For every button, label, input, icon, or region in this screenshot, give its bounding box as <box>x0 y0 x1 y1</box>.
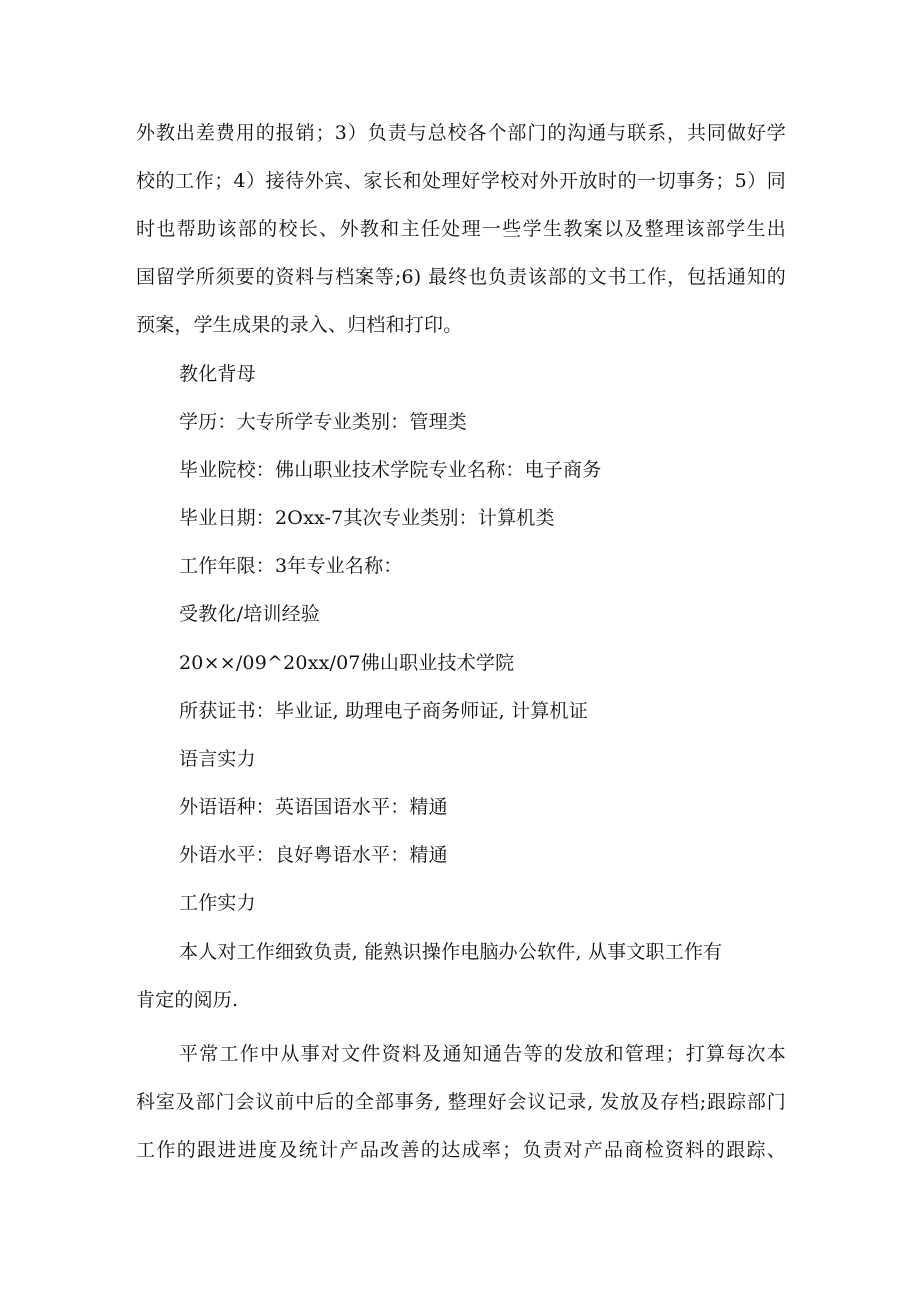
certificates: 所获证书：毕业证, 助理电子商务师证, 计算机证 <box>179 700 588 722</box>
education-degree: 学历：大专所学专业类别：管理类 <box>179 411 468 433</box>
section-heading-work: 工作实力 <box>179 892 256 914</box>
education-school: 毕业院校：佛山职业技术学院专业名称：电子商务 <box>179 459 602 481</box>
paragraph-line: 国留学所须要的资料与档案等;6) 最终也负责该部的文书工作，包括通知的 <box>136 266 786 288</box>
section-heading-language: 语言实力 <box>179 748 256 770</box>
work-years: 工作年限：3年专业名称： <box>179 555 403 577</box>
paragraph-line: 平常工作中从事对文件资料及通知通告等的发放和管理；打算每次本 <box>179 1043 786 1065</box>
language-foreign: 外语语种：英语国语水平：精通 <box>179 796 448 818</box>
paragraph-line: 工作的跟进进度及统计产品改善的达成率；负责对产品商检资料的跟踪、 <box>136 1139 786 1161</box>
paragraph-line: 科室及部门会议前中后的全部事务, 整理好会议记录, 发放及存档;跟踪部门 <box>136 1091 786 1113</box>
section-heading-training: 受教化/培训经验 <box>179 603 321 625</box>
section-heading-education: 教化背母 <box>179 363 256 385</box>
paragraph-line: 肯定的阅历. <box>136 989 239 1011</box>
paragraph-line: 本人对工作细致负责, 能熟识操作电脑办公软件, 从事文职工作有 <box>179 941 723 963</box>
education-graduation-date: 毕业日期：2Oxx-7其次专业类别：计算机类 <box>179 507 555 529</box>
paragraph-line: 校的工作；4）接待外宾、家长和处理好学校对外开放时的一切事务；5）同 <box>136 170 786 192</box>
training-period: 20××/09^20xx/07佛山职业技术学院 <box>179 652 515 674</box>
paragraph-line: 预案，学生成果的录入、归档和打印。 <box>136 314 463 336</box>
language-level: 外语水平：良好粤语水平：精通 <box>179 844 448 866</box>
paragraph-line: 外教出差费用的报销；3）负责与总校各个部门的沟通与联系，共同做好学 <box>136 122 786 144</box>
paragraph-line: 时也帮助该部的校长、外教和主任处理一些学生教案以及整理该部学生出 <box>136 218 786 240</box>
